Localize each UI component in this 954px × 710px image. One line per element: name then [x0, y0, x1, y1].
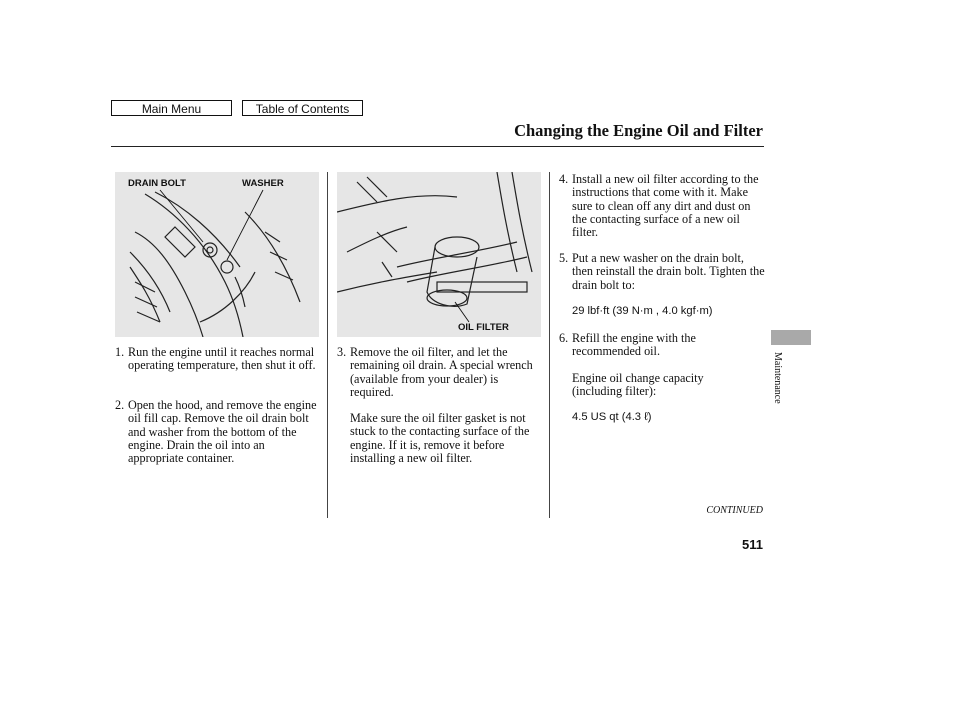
step-text: Install a new oil filter according to the instructions that come with it. Make sure to clean off any dirt and dust on the contacting surface of a new oil filter.	[572, 172, 759, 240]
drain-bolt-label: DRAIN BOLT	[128, 178, 186, 189]
section-tab	[771, 330, 811, 345]
page-title: Changing the Engine Oil and Filter	[514, 121, 763, 140]
oil-filter-illustration	[337, 172, 541, 337]
oil-filter-label: OIL FILTER	[458, 322, 509, 333]
step-5	[559, 252, 767, 292]
oil-capacity-spec: 4.5 US qt (4.3 ℓ)	[572, 411, 652, 423]
step-number: 5.	[559, 251, 569, 265]
step-note: Engine oil change capacity (including filter):	[572, 371, 704, 399]
column-divider-2	[549, 172, 550, 518]
step-note: Make sure the oil filter gasket is not stuck to the contacting surface of the engine. If it is, remove it before installing a new oil filter.	[350, 411, 530, 465]
continued-label: CONTINUED	[706, 505, 763, 516]
drain-bolt-illustration	[115, 172, 319, 337]
step-number: 1.	[115, 345, 125, 359]
step-6-note	[559, 372, 734, 399]
step-number: 6.	[559, 331, 569, 345]
step-text: Put a new washer on the drain bolt, then reinstall the drain bolt. Tighten the drain bolt to:	[572, 251, 765, 292]
step-3	[337, 346, 543, 399]
column-divider-1	[327, 172, 328, 518]
step-4	[559, 173, 765, 239]
oil-filter-drawing	[337, 172, 541, 337]
main-menu-button[interactable]: Main Menu	[111, 100, 232, 116]
drain-bolt-drawing	[115, 172, 319, 337]
step-number: 4.	[559, 172, 569, 186]
step-3-note	[337, 412, 543, 465]
step-1	[115, 346, 320, 373]
step-number: 3.	[337, 345, 347, 359]
page-number: 511	[742, 537, 763, 552]
step-6	[559, 332, 759, 359]
section-label: Maintenance	[772, 352, 783, 404]
step-text: Run the engine until it reaches normal operating temperature, then shut it off.	[128, 345, 316, 373]
step-text: Refill the engine with the recommended oil.	[572, 331, 696, 359]
step-text: Open the hood, and remove the engine oil fill cap. Remove the oil drain bolt and washer from the bottom of the engine. Drain the oil into an appropriate container.	[128, 398, 317, 466]
step-number: 2.	[115, 398, 125, 412]
header-rule	[111, 146, 764, 147]
torque-spec: 29 lbf·ft (39 N·m , 4.0 kgf·m)	[572, 305, 713, 317]
washer-label: WASHER	[242, 178, 284, 189]
table-of-contents-button[interactable]: Table of Contents	[242, 100, 363, 116]
step-2	[115, 399, 322, 465]
step-text: Remove the oil filter, and let the remaining oil drain. A special wrench (available from your dealer) is required.	[350, 345, 533, 399]
